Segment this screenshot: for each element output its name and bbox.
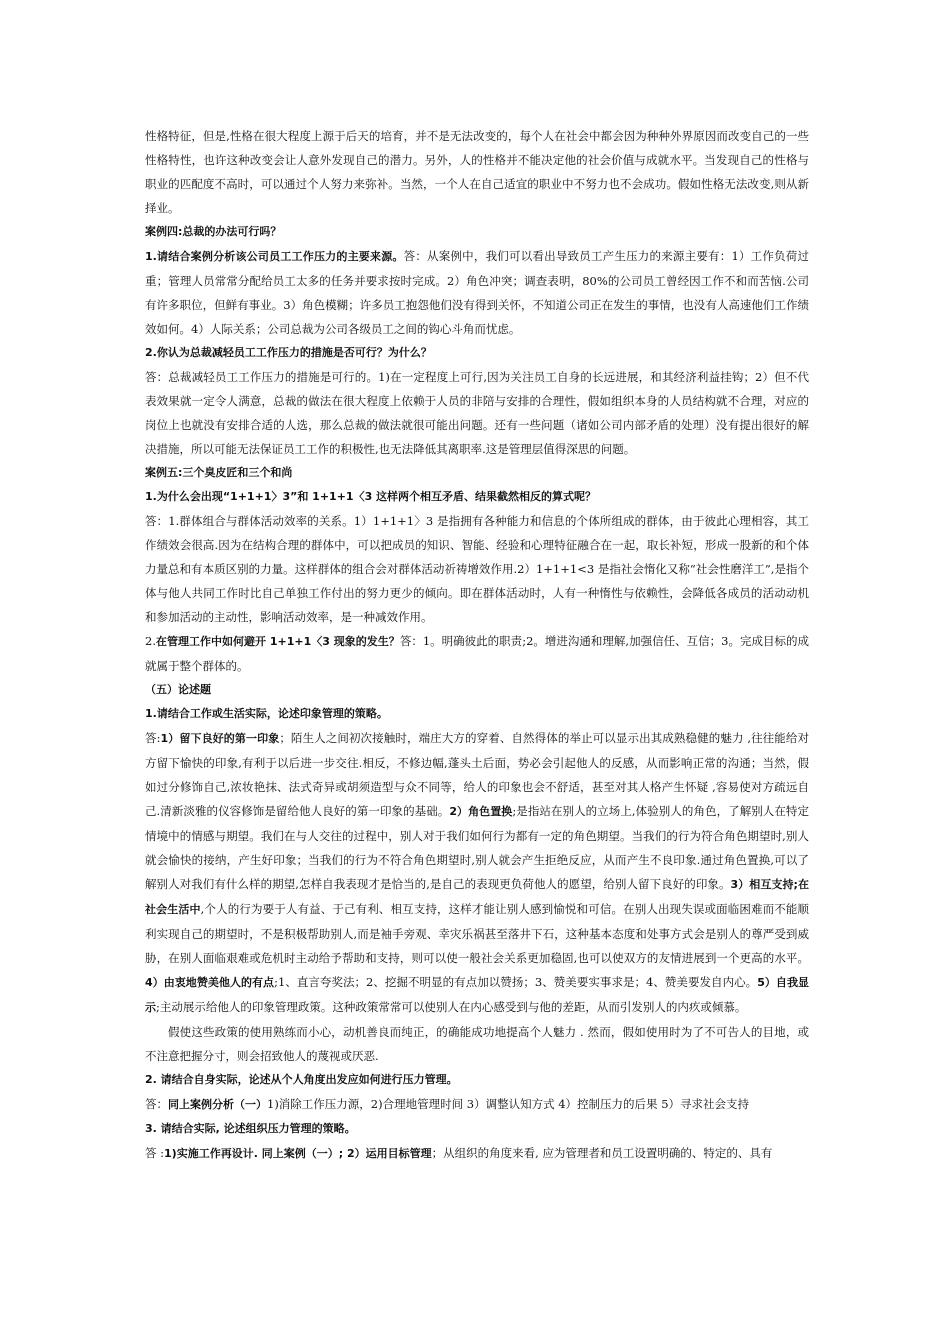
essay3-answer xyxy=(145,1141,809,1166)
essay1-answer-prefix: 答: xyxy=(145,731,161,745)
case5-answer1: 答：1.群体组合与群体活动效率的关系。1）1+1+1〉3 是指拥有各种能力和信息的个体所组成的群体，由于彼此心理相容，其工作绩效会很高.因为在结构合理的群体中，可以把成员的知识、智能、经验和心理特征融合在一起，取长补短，形成一股新的和个体力量总和有本质区别的力量。这样群体的组合会对群体活动祈祷增效作用.2）1+1+1<3 是指社会惰化又称“社会性磨洋工”,是指个体与他人共同工作时比自己单独工作付出的努力更少的倾向。即在群体活动时，人有一种惰性与依赖性，会降低各成员的活动动机和参加活动的主动性，影响活动效率，是一种减效作用。 xyxy=(145,514,809,624)
essay1-point1-heading: 1）留下良好的第一印象 xyxy=(160,732,280,745)
section-essay-title: （五）论述题 xyxy=(145,683,211,696)
essay1-point5-heading: 5）自我显示 xyxy=(145,976,810,1014)
essay1-point4-text: ;1、直言夸奖法；2、挖掘不明显的有点加以赞扬；3、赞美要实事求是；4、赞美要发自内心。 xyxy=(274,975,758,989)
paragraph-personality: 性格特征，但是,性格在很大程度上源于后天的培育，并不是无法改变的，每个人在社会中都会因为种种外界原因而改变自己的一些性格特性，也许这种改变会让人意外发现自己的潜力。另外，人的性格并不能决定他的社会价值与成就水平。当发现自己的性格与职业的匹配度不高时，可以通过个人努力来弥补。当然，一个人在自己适宜的职业中不努力也不会成功。假如性格无法改变,则从新择业。 xyxy=(145,129,809,215)
essay1-question: 1.请结合工作或生活实际，论述印象管理的策略。 xyxy=(145,707,388,720)
essay3-points-heading: 1)实施工作再设计. 同上案例（一）; 2）运用目标管理 xyxy=(164,1147,432,1160)
essay2-answer-text: 1)消除工作压力源，2)合理地管理时间 3）调整认知方式 4）控制压力的后果 5）寻求社会支持 xyxy=(267,1097,750,1111)
case4-answer2: 答：总裁减轻员工工作压力的措施是可行的。1)在一定程度上可行,因为关注员工自身的长远进展，和其经济利益挂钩；2）但不代表效果就一定令人满意，总裁的做法在很大程度上依赖于人员的非陪与安排的合理性，假如组织本身的人员结构就不合理，对应的岗位上也就没有安排合适的人选，那么总裁的做法就很可能出问题。还有一些问题（诸如公司内部矛盾的处理）没有提出很好的解决措施，所以可能无法保证员工工作的积极性,也无法降低其离职率.这是管理层值得深思的问题。 xyxy=(145,370,809,456)
case4-title: 案例四:总裁的办法可行吗？ xyxy=(145,225,282,238)
essay1-answer xyxy=(145,726,809,1020)
essay2-answer xyxy=(145,1092,809,1117)
essay2-answer-prefix: 答： xyxy=(145,1097,168,1111)
essay1-point3-heading: 3）相互支持;在社会生活中 xyxy=(145,878,809,916)
essay1-point1-text: ；陌生人之间初次接触时，端庄大方的穿着、自然得体的举止可以显示出其成熟稳健的魅力 ,往往能给对方留下愉快的印象,有利于以后进一步交往.相反，不修边幅,蓬头土后面，势必会引起他人的反感，从而影响正常的沟通；当然，假如过分修饰自己,浓妆艳抹、法式奇异或胡须造型与众不同等，给人的印象也会不舒适，甚至对其人格产生怀疑 ,容易使对方疏远自己.清新淡雅的仪容修饰是留给他人良好的第一印象的基础。 xyxy=(145,731,810,818)
document-body xyxy=(145,124,809,1166)
case5-question1: 1.为什么会出现“1+1+1〉3”和 1+1+1〈3 这样两个相互矛盾、结果截然相反的算式呢？ xyxy=(145,490,597,503)
essay2-reference: 同上案例分析（一） xyxy=(168,1098,267,1111)
case5-title: 案例五:三个臭皮匠和三个和尚 xyxy=(145,466,293,479)
case5-question2-paragraph xyxy=(145,629,809,678)
case4-question2: 2.你认为总裁减轻员工工作压力的措施是否可行？为什么？ xyxy=(145,346,432,359)
case4-question1-paragraph xyxy=(145,244,809,341)
essay2-question: 2. 请结合自身实际，论述从个人角度出发应如何进行压力管理。 xyxy=(145,1073,458,1086)
case4-answer1: 答：从案例中，我们可以看出导致员工产生压力的来源主要有：1）工作负荷过重；管理人员常常分配给员工太多的任务并要求按时完成。2）角色冲突；调查表明，80%的公司员工曾经因工作不和而苦恼.公司有许多职位，但鲜有事业。3）角色模糊；许多员工抱怨他们没有得到关怀，不知道公司正在发生的事情，也没有人高速他们工作绩效如何。4）人际关系；公司总裁为公司各级员工之间的钩心斗角而忧虑。 xyxy=(145,249,810,336)
essay1-point4-heading: 4）由衷地赞美他人的有点 xyxy=(145,976,275,989)
essay3-answer-text: ；从组织的角度来看, 应为管理者和员工设置明确的、特定的、具有 xyxy=(431,1146,773,1160)
essay1-point2-heading: 2）角色置换 xyxy=(449,805,513,818)
case5-question2: 在管理工作中如何避开 1+1+1〈3 现象的发生？ xyxy=(155,635,400,648)
essay3-answer-prefix: 答 : xyxy=(145,1146,165,1160)
case5-question2-number: 2. xyxy=(145,634,156,648)
essay1-point2-text: ;是指站在别人的立场上,体验别人的角色，了解别人在特定情境中的情感与期望。我们在与人交往的过程中，别人对于我们如何行为都有一定的角色期望。当我们的行为符合角色期望时,别人就会愉快的接纳，产生好印象；当我们的行为不符合角色期望时,别人就会产生拒绝反应，从而产生不良印象.通过角色置换,可以了解别人对我们有什么样的期望,怎样自我表现才是恰当的,是自己的表现更负荷他人的愿望，给别人留下良好的印象。 xyxy=(145,804,809,891)
essay1-point3-text: ,个人的行为要于人有益、于己有利、相互支持，这样才能让别人感到愉悦和可信。在别人出现失误或面临困难而不能顺利实现自己的期望时，不是积极帮助别人,而是袖手旁观、幸灾乐祸甚至落井下石，这种基本态度和处事方式会是别人的尊严受到威胁，在别人面临艰难或危机时主动给予帮助和支持，则可以使一般社会关系更加稳固,也可以使双方的友情进展到一个更高的水平。 xyxy=(145,902,810,965)
case4-question1: 1.请结合案例分析该公司员工工作压力的主要来源。 xyxy=(145,250,404,263)
essay1-point5-text: ;主动展示给他人的印象管理政策。这种政策常常可以使别人在内心感受到与他的差距，从而引发别人的内疚或倾慕。 xyxy=(156,1000,747,1014)
essay1-conclusion: 假使这些政策的使用熟练而小心，动机善良而纯正，的确能成功地提高个人魅力 . 然而，假如使用时为了不可告人的目地，或不注意把握分寸，则会招致他人的蔑视或厌恶. xyxy=(145,1025,809,1063)
case5-answer2: 答：1。明确彼此的职责;2。增进沟通和理解,加强信任、互信；3。完成目标的成就属于整个群体的。 xyxy=(145,634,809,673)
essay3-question: 3. 请结合实际, 论述组织压力管理的策略。 xyxy=(145,1122,356,1135)
